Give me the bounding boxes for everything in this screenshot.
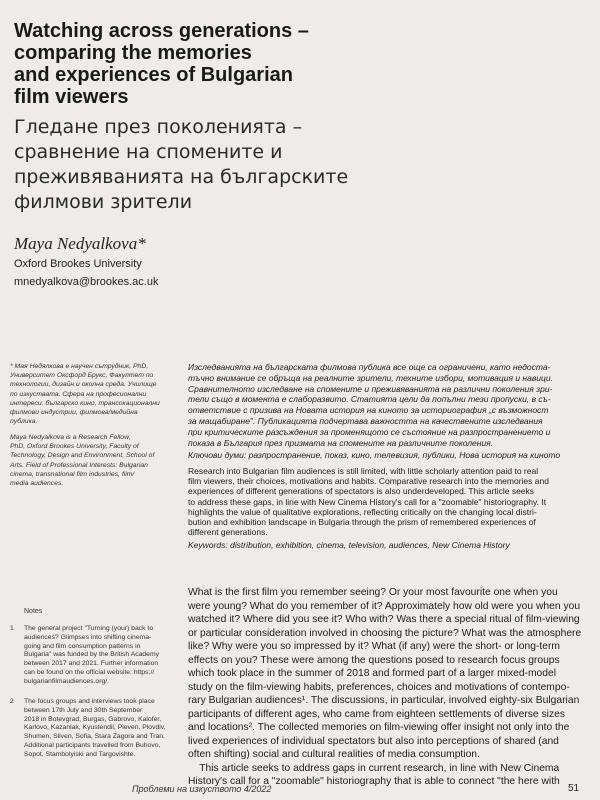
bio-en-line: Technology, Design and Environment, School of	[10, 452, 155, 460]
abstract-en-line: Research into Bulgarian film audiences is still limited, with little scholarly attention paid to real	[188, 466, 539, 476]
footnote-line: 2018 in Botevgrad, Burgas, Gabrovo, Kalofer,	[24, 715, 162, 723]
keywords-bg: Ключови думи: разпространение, показ, кино, телевизия, публики, Нова история на киното	[188, 450, 561, 461]
title-en-line: comparing the memories	[14, 42, 252, 64]
bio-bg-line: технологии, дизайн и околна среда. Училище	[10, 381, 157, 389]
page-number: 51	[568, 783, 580, 794]
keywords-en: Keywords: distribution, exhibition, cinema, television, audiences, New Cinema History	[188, 540, 510, 551]
body-line: This article seeks to address gaps in current research, in line with New Cinema	[188, 762, 560, 774]
body-line: which took place in the summer of 2018 and formed part of a larger mixed-model	[188, 668, 557, 679]
abstract-bg	[188, 362, 584, 461]
abstract-bg-line: тъчно внимание се обръща на реалните зрители, техните избори, мотивация и навици.	[188, 372, 553, 383]
body-line: study on the film-viewing habits, preferences, choices and motivations of contempo-	[188, 681, 570, 693]
body-line: participants of different ages, who came from eighteen settlements of diverse sizes	[188, 708, 565, 720]
author-bio-en	[10, 433, 170, 488]
title-bg-line: филмови зрители	[14, 191, 193, 213]
footnote-line: between 2017 and 2021. Further information	[24, 660, 159, 668]
footnote-line: Bulgaria" was funded by the British Academy	[24, 651, 160, 659]
bio-bg-line: интереси: българско кино, трансокационални	[10, 399, 160, 407]
abstract-bg-line: Сравнителното изследване на спомените и преживяванията на различни поколения зри-	[188, 383, 553, 394]
footnote-text	[24, 698, 166, 760]
author-bio-bg	[10, 362, 170, 426]
title-bg-line: сравнение на спомените и	[14, 141, 283, 163]
footnote-line: between 17th July and 30th September	[24, 706, 143, 714]
footnote-text	[24, 625, 159, 687]
notes-label: Notes	[24, 608, 43, 615]
footnote-number: 2	[10, 698, 14, 705]
body-line: or particular consideration involved in choosing the picture? What was the atmosphere	[188, 627, 582, 639]
title-bg-line: преживяванията на българските	[14, 166, 349, 188]
body-line: What is the first film you remember seeing? Or your most favourite one when you	[188, 587, 558, 598]
bio-bg-line: филмови индустрии, филмова/медийна	[10, 409, 138, 417]
body-line: were young? What do you remember of it? Approximately how old were you when you	[188, 600, 581, 612]
article-title-en	[14, 20, 354, 108]
abstract-bg-line: показа в България през призмата на спомените на различните поколения.	[188, 437, 494, 448]
footnote-number: 1	[10, 625, 14, 632]
footnote	[10, 625, 175, 691]
body-line: History's call for a "zoomable" historiography that is able to connect "the here with	[188, 776, 560, 787]
footnote-line: The general project "Turning (your) back to	[24, 625, 154, 632]
title-en-line: Watching across generations –	[14, 20, 309, 42]
article-title-bg	[14, 115, 574, 215]
footnote-line: Additional participants travelled from Buhovo,	[24, 741, 161, 749]
abstract-bg-line: Изследванията на българската филмова публика все още са ограничени, като недоста-	[188, 362, 551, 372]
bio-bg-line: Университет Оксфорд Брукс, Факултет по	[10, 372, 154, 380]
footnote-line: Sopot, Stambolyiski and Targovishte.	[24, 750, 136, 758]
abstract-en	[188, 466, 584, 551]
footnote	[10, 698, 175, 764]
abstract-bg-line: ответствие с призива на Новата история на киното за историография „с възможност	[188, 405, 549, 416]
bio-en-line: media audiences.	[10, 480, 64, 488]
bio-bg-line: по изкуствата. Сфера на професионални	[10, 390, 147, 398]
body-line: rary Bulgarian audiences¹. The discussions, in particular, involved eighty-six Bulgarian	[188, 695, 580, 706]
abstract-bg-line: за мащабиране". Публикацията подчертава важността на качествените изследвания	[188, 415, 543, 426]
footnote-line[interactable]: bulgarianfilmaudiences.org/.	[24, 677, 110, 685]
abstract-en-line: film viewers, their choices, motivations and habits. Comparative research into the memories and	[188, 476, 549, 487]
author-email[interactable]: mnedyalkova@brookes.ac.uk	[14, 276, 159, 288]
body-line: like? Why were you so impressed by it? What (if any) were the short- or long-term	[188, 641, 560, 652]
body-line: watched it? Where did you see it? Who with? Was there a special ritual of film-viewing	[188, 614, 580, 625]
title-en-line: film viewers	[14, 86, 129, 108]
footnote-line: Shumen, Sliven, Sofia, Stara Zagora and Tran.	[24, 733, 165, 741]
abstract-bg-line: тели също в момента е слаборазвито. Статията цели да попълни тези пропуски, в съ-	[188, 394, 551, 405]
footnote-line: Karlovo, Kazanlak, Kyustendil, Pleven, Plovdiv,	[24, 724, 166, 732]
bio-en-line: Maya Nedyalkova is a Research Fellow,	[10, 434, 131, 441]
body-line: lived experiences of individual spectators but also into perceptions of shared (and	[188, 735, 559, 747]
abstract-en-line: to address these gaps, in line with New Cinema History's call for a "zoomable" historiography. It	[188, 496, 547, 507]
author-name: Maya Nedyalkova*	[14, 234, 146, 253]
title-en-line: and experiences of Bulgarian	[14, 64, 293, 86]
abstract-en-line: experiences of different generations of spectators is also underdeveloped. This article seeks	[188, 486, 535, 497]
author-affiliation: Oxford Brookes University	[14, 258, 142, 270]
title-bg-line: Гледане през поколенията –	[14, 116, 303, 138]
bio-en-line: PhD, Oxford Brookes University, Faculty of	[10, 443, 139, 451]
body-text	[188, 586, 588, 789]
bio-en-line: Arts. Field of Professional Interests: Bulgarian	[10, 461, 148, 469]
footnote-line: can be found on the official website: https://	[24, 668, 155, 676]
bio-en-line: cinema, transnational film industries, film/	[10, 470, 135, 478]
abstract-en-line: different generations.	[188, 527, 268, 538]
body-line: effects on you? These were among the questions posed to research focus groups	[188, 654, 560, 666]
footnote-line: The focus groups and interviews took place	[24, 698, 155, 705]
footnote-line: going and film consumption patterns in	[24, 642, 141, 650]
bio-bg-line: * Мая Недялкова е научен сътрудник, PhD,	[10, 363, 149, 370]
footnote-line: audiences? Glimpses into shifting cinema-	[24, 633, 152, 641]
journal-footer: Проблеми на изкуството 4/2022	[132, 784, 272, 794]
body-line: often shifting) social and cultural realities of media consumption.	[188, 749, 480, 760]
abstract-bg-line: при критическите разсъждения за променящото се състояние на разпространението и	[188, 426, 551, 437]
abstract-en-line: bution and exhibition landscape in Bulgaria through the prism of remembered experiences of	[188, 517, 536, 528]
body-line: and locations². The collected memories on film-viewing offer insight not only into the	[188, 722, 570, 733]
abstract-en-line: highlights the value of qualitative explorations, reflecting critically on the changing local distri-	[188, 506, 537, 517]
bio-bg-line: публика.	[10, 418, 38, 426]
